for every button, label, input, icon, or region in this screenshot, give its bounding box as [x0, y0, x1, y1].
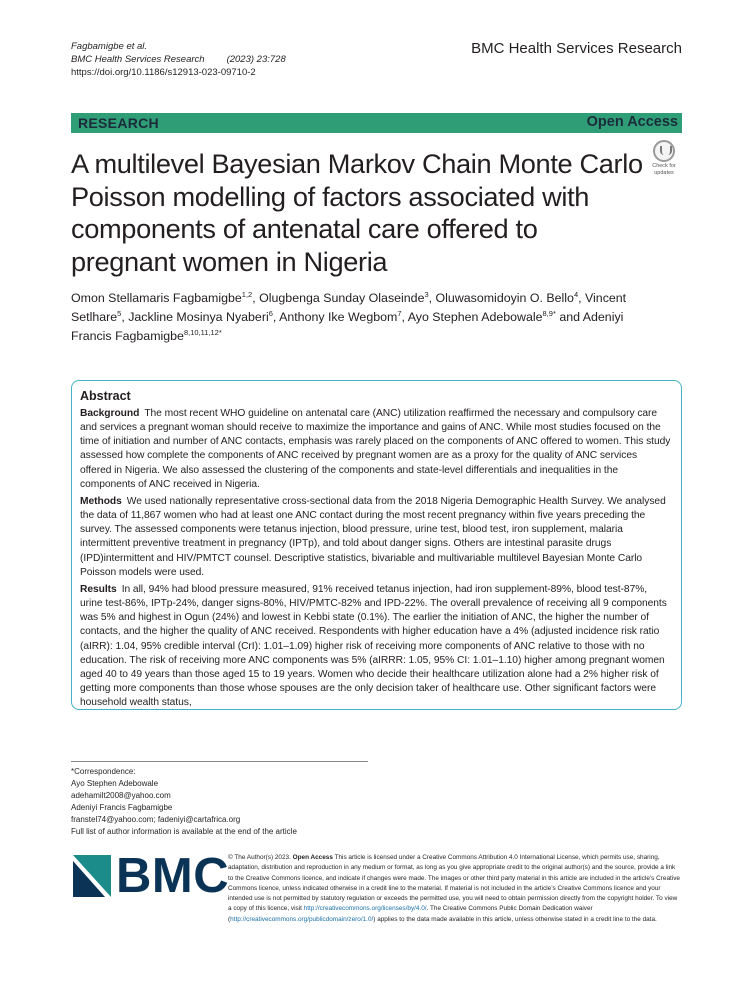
abstract-heading: Abstract	[80, 389, 131, 403]
author-separator: ,	[272, 310, 280, 324]
section-label: RESEARCH	[78, 115, 159, 131]
doi-link[interactable]: https://doi.org/10.1186/s12913-023-09710-2	[71, 67, 256, 78]
license-text	[228, 853, 682, 925]
check-for-updates-badge[interactable]	[646, 140, 682, 178]
author-name: Adeniyi Francis Fagbamigbe	[71, 310, 624, 343]
header-year-volume: (2023) 23:728	[226, 54, 286, 65]
methods-label: Methods	[80, 495, 122, 507]
correspondence-name-1: Ayo Stephen Adebowale	[71, 779, 159, 789]
author-name: Olugbenga Sunday Olaseinde	[259, 291, 425, 305]
header-citation	[71, 53, 286, 66]
author-separator: ,	[401, 310, 408, 324]
author-separator: and	[555, 310, 583, 324]
abstract-background	[80, 407, 671, 492]
results-text: In all, 94% had blood pressure measured, 91% received tetanus injection, had iron supplement-89%, blood test-87%, urine test-86%, IPTp-24%, danger signs-80%, HIV/PMTC-82% and IPD-22%. The overall prevalence of receiving all 9 components was 5% and highest in Ogun (24%) and lowest in Kebbi state (0.1%). The earlier the initiation of ANC, the higher the number of contacts, and the higher the quality of ANC received. Respondents with higher education have a 4% (adjusted incidence risk ratio (aIRR): 1.04, 95% credible interval (CrI): 1.01–1.09) higher risk of receiving more components of ANC relative to those with no education. The risk of receiving more ANC components was 5% (aIRRR: 1.05, 95% CI: 1.01–1.10) higher among pregnant women aged 40 to 49 years than those aged 15 to 19 years. Women who decide their healthcare utilization alone had a 2% higher risk of getting more components than those whose spouses are the only decision taker of healthcare use. Other significant factors were household wealth status,	[80, 583, 667, 709]
footnote-divider	[71, 761, 368, 762]
license-body-2: . The Creative Commons Public Domain Dedication waiver (	[228, 905, 593, 923]
author-name: Ayo Stephen Adebowale	[407, 310, 543, 324]
author-separator: ,	[428, 291, 436, 305]
copyright-notice: © The Author(s) 2023.	[228, 854, 291, 861]
author-affiliation-sup: 5	[117, 309, 122, 318]
header-journal: BMC Health Services Research	[71, 54, 205, 65]
author-separator: ,	[252, 291, 260, 305]
license-open-access: Open Access	[292, 854, 333, 861]
abstract-box	[71, 380, 682, 710]
author-affiliation-sup: 7	[397, 309, 402, 318]
author-affiliation-sup: 6	[268, 309, 273, 318]
results-label: Results	[80, 583, 117, 595]
author-affiliation-sup: 3	[424, 290, 429, 299]
license-link-cc-by[interactable]: http://creativecommons.org/licenses/by/4.0/	[303, 905, 427, 913]
author-name: Oluwasomidoyin O. Bello	[435, 291, 574, 305]
correspondence-name-2: Adeniyi Francis Fagbamigbe	[71, 803, 173, 813]
abstract-methods	[80, 495, 671, 580]
author-info-note: Full list of author information is available at the end of the article	[71, 827, 297, 837]
abstract-results	[80, 583, 671, 710]
article-title: A multilevel Bayesian Markov Chain Monte Carlo Poisson modelling of factors associated with components of antenatal care offered to pregnant women in Nigeria	[71, 148, 643, 277]
correspondence-email-1[interactable]: adehamilt2008@yahoo.com	[71, 791, 171, 801]
author-name: Vincent Setlhare	[71, 291, 627, 324]
open-access-label: Open Access	[586, 114, 678, 130]
license-body-1: This article is licensed under a Creative Commons Attribution 4.0 International License, which permits use, sharing, adaptation, distribution and reproduction in any medium or format, as long as you give appropriate credit to the original author(s) and the source, provide a link to the Creative Commons licence, and indicate if changes were made. The images or other third party material in this article are included in the article’s Creative Commons licence, unless indicated otherwise in a credit line to the material. If material is not included in the article’s Creative Commons licence and your intended use is not permitted by statutory regulation or exceeds the permitted use, you will need to obtain permission directly from the copyright holder. To view a copy of this licence, visit	[228, 854, 680, 913]
author-separator: ,	[578, 291, 586, 305]
background-label: Background	[80, 408, 140, 419]
author-affiliation-sup: 1,2	[241, 290, 253, 299]
journal-name: BMC Health Services Research	[471, 40, 682, 57]
author-list	[71, 289, 661, 346]
author-separator: ,	[121, 310, 129, 324]
author-affiliation-sup: 8,9*	[542, 309, 556, 318]
bmc-logo-text: BMC	[116, 849, 230, 903]
running-header	[71, 40, 286, 79]
check-for-updates-icon	[653, 140, 675, 162]
correspondence-label: *Correspondence:	[71, 767, 136, 776]
author-name: Jackline Mosinya Nyaberi	[128, 310, 269, 324]
author-affiliation-sup: 8,10,11,12*	[183, 328, 222, 337]
header-author-line: Fagbamigbe et al.	[71, 41, 148, 52]
author-name: Omon Stellamaris Fagbamigbe	[71, 291, 242, 305]
background-text: The most recent WHO guideline on antenatal care (ANC) utilization reaffirmed the necessary and compulsory care and services a pregnant woman should receive to maximize the importance and gains of ANC. While most studies focused on the time of initiation and number of ANC contacts, emphasis was rarely placed on the components of ANC offered to women. This study assessed how complete the components of ANC received by pregnant women are as a proxy for the quality of ANC services offered in Nigeria. We also assessed the clustering of the components and state-level differentials and inequalities in the components of ANC received in Nigeria.	[80, 408, 671, 490]
license-link-cc-zero[interactable]: http://creativecommons.org/publicdomain/zero/1.0/	[230, 915, 374, 923]
methods-text: We used nationally representative cross-sectional data from the 2018 Nigeria Demographic Health Survey. We analysed the data of 11,867 women who had at least one ANC contact during the most recent pregnancy within five years preceding the survey. The assessed components were tetanus injection, blood pressure, urine test, blood test, iron supplement, malaria intermittent preventive treatment in pregnancy (IPTp), and told about danger signs. Others are intestinal parasite drugs (IPD)intermittent and HIV/PMTCT counsel. Descriptive statistics, bivariable and multivariable multilevel Bayesian Monte Carlo Poisson models were used.	[80, 495, 666, 578]
license-body-3: ) applies to the data made available in this article, unless otherwise stated in a credit line to the data.	[373, 915, 657, 923]
author-name: Anthony Ike Wegbom	[279, 310, 398, 324]
correspondence-email-2[interactable]: franstel74@yahoo.com; fadeniyi@cartafrica.org	[71, 815, 241, 825]
check-for-updates-line2: updates	[654, 170, 674, 176]
author-affiliation-sup: 4	[573, 290, 579, 299]
section-banner	[71, 113, 682, 133]
check-for-updates-line1: Check for	[652, 163, 676, 169]
correspondence-block	[71, 766, 297, 839]
